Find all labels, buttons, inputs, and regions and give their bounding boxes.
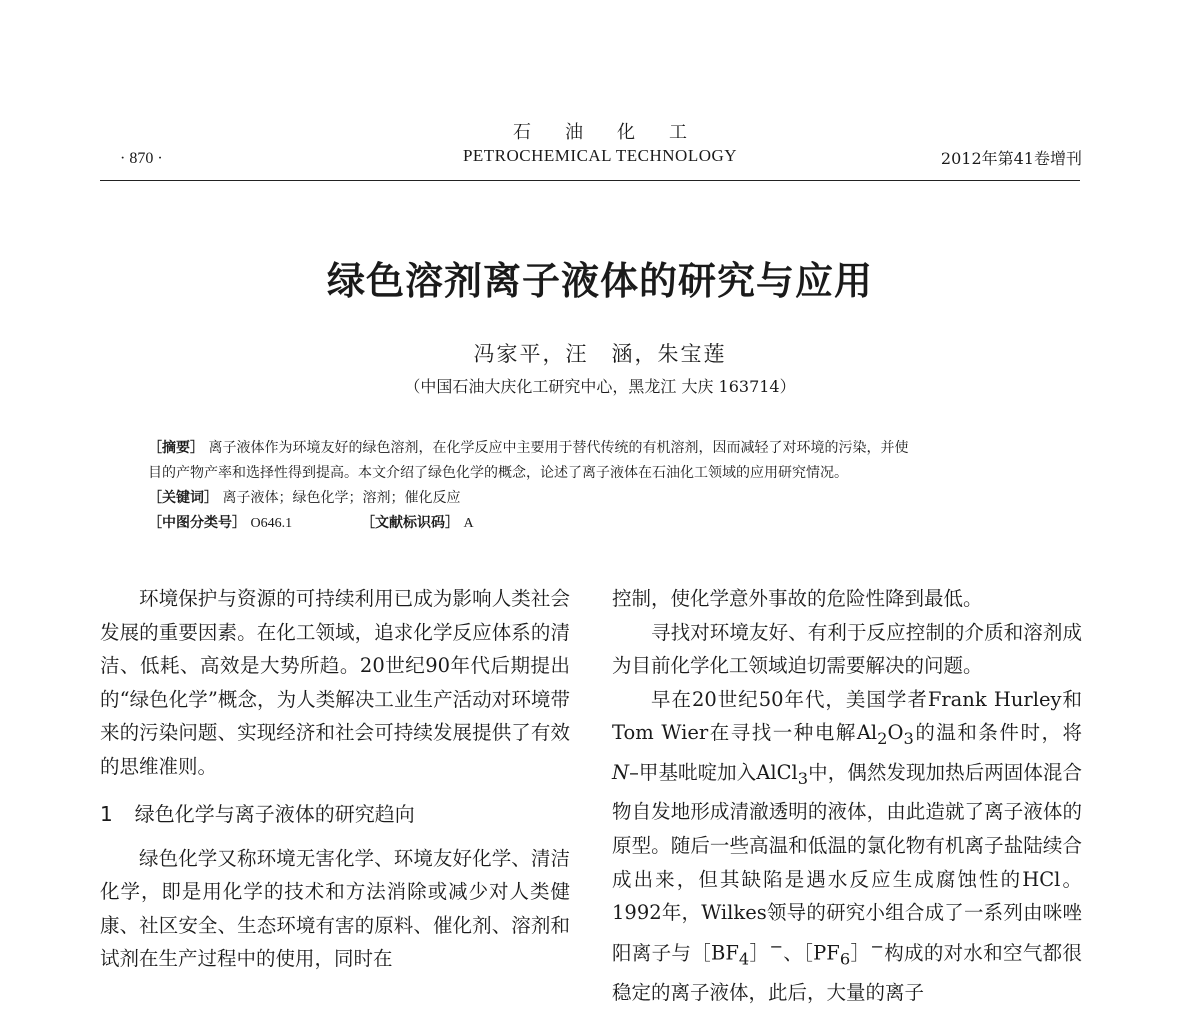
doc-code-value: A <box>463 516 474 531</box>
abstract-label: ［摘要］ <box>148 440 204 456</box>
doc-code-label: ［文献标识码］ <box>360 515 459 531</box>
intro-paragraph: 环境保护与资源的可持续利用已成为影响人类社会发展的重要因素。在化工领域，追求化学反应体系的清洁、低耗、高效是大势所趋。20世纪90年代后期提出的“绿色化学”概念，为人类解决工业生产活动对环境带来的污染问题、实现经济和社会可持续发展提供了有效的思维准则。 <box>100 587 570 778</box>
clc-value: O646.1 <box>250 516 293 531</box>
section-number: 1 <box>100 801 113 826</box>
keywords-line <box>148 486 1048 511</box>
journal-name-en: PETROCHEMICAL TECHNOLOGY <box>462 146 738 165</box>
journal-name-cn: 石油化工 <box>513 122 721 143</box>
subscript: 3 <box>903 729 914 749</box>
section-heading-1 <box>100 798 570 830</box>
subscript: 6 <box>839 949 851 969</box>
history-text-c: 的温和条件时，将 <box>913 721 1082 745</box>
abstract-line-2 <box>148 461 1048 486</box>
article-title: 绿色溶剂离子液体的研究与应用 <box>326 259 873 303</box>
history-text-i: 构成的对水和空气都很稳定的离子液体，此后，大量的离子 <box>612 941 1082 1004</box>
body-right-column <box>612 582 1082 1009</box>
body-left-column <box>100 582 570 976</box>
volume-info: 2012年第41卷增刊 <box>940 149 1082 168</box>
superscript: − <box>769 936 783 956</box>
italic-n: N <box>612 760 630 784</box>
keywords-label: ［关键词］ <box>148 490 218 506</box>
abstract-block <box>148 436 1048 536</box>
abstract-text-2: 目的产物产率和选择性得到提高。本文介绍了绿色化学的概念，论述了离子液体在石油化工领域的应用研究情况。 <box>148 465 848 481</box>
clc-label: ［中图分类号］ <box>148 515 246 531</box>
subscript: 3 <box>797 768 809 788</box>
superscript: − <box>870 936 884 956</box>
article-authors: 冯家平，汪 涵，朱宝莲 <box>473 342 727 366</box>
continued-paragraph: 控制，使化学意外事故的危险性降到最低。 <box>612 587 983 610</box>
history-text-h: ］ <box>850 941 871 965</box>
article-affiliation: （中国石油大庆化工研究中心，黑龙江 大庆 163714） <box>404 377 796 396</box>
keywords: 离子液体；绿色化学；溶剂；催化反应 <box>222 490 461 506</box>
solvent-paragraph: 寻找对环境友好、有利于反应控制的介质和溶剂成为目前化学化工领域迫切需要解决的问题。 <box>612 620 1082 678</box>
page-number: · 870 · <box>120 150 163 167</box>
subscript: 4 <box>738 949 750 969</box>
section-title: 绿色化学与离子液体的研究趋向 <box>134 801 415 826</box>
history-paragraph <box>612 683 1082 1009</box>
history-text-d: –甲基吡啶加入AlCl <box>629 760 798 784</box>
subscript: 2 <box>877 729 888 749</box>
history-text-a: 早在20世纪50年代，美国学者Frank Hurley和Tom Wier在寻找一种电解Al <box>612 687 1082 745</box>
history-text-b: O <box>887 721 904 745</box>
header-rule <box>100 180 1080 181</box>
abstract-text-1: 离子液体作为环境友好的绿色溶剂，在化学反应中主要用于替代传统的有机溶剂，因而减轻了对环境的污染，并使 <box>208 440 909 456</box>
abstract-line-1 <box>148 436 1048 461</box>
history-text-f: ］ <box>749 941 770 965</box>
history-text-g: 、［PF <box>782 941 840 965</box>
history-text-e: 中，偶然发现加热后两固体混合物自发地形成清澈透明的液体，由此造就了离子液体的原型。随后一些高温和低温的氯化物有机离子盐陆续合成出来，但其缺陷是遇水反应生成腐蚀性的HCl。1992年，Wilkes领导的研究小组合成了一系列由咪唑阳离子与［BF <box>612 760 1082 965</box>
classification-line <box>148 511 1048 536</box>
green-chemistry-paragraph: 绿色化学又称环境无害化学、环境友好化学、清洁化学，即是用化学的技术和方法消除或减少对人类健康、社区安全、生态环境有害的原料、催化剂、溶剂和试剂在生产过程中的使用，同时在 <box>100 846 570 971</box>
